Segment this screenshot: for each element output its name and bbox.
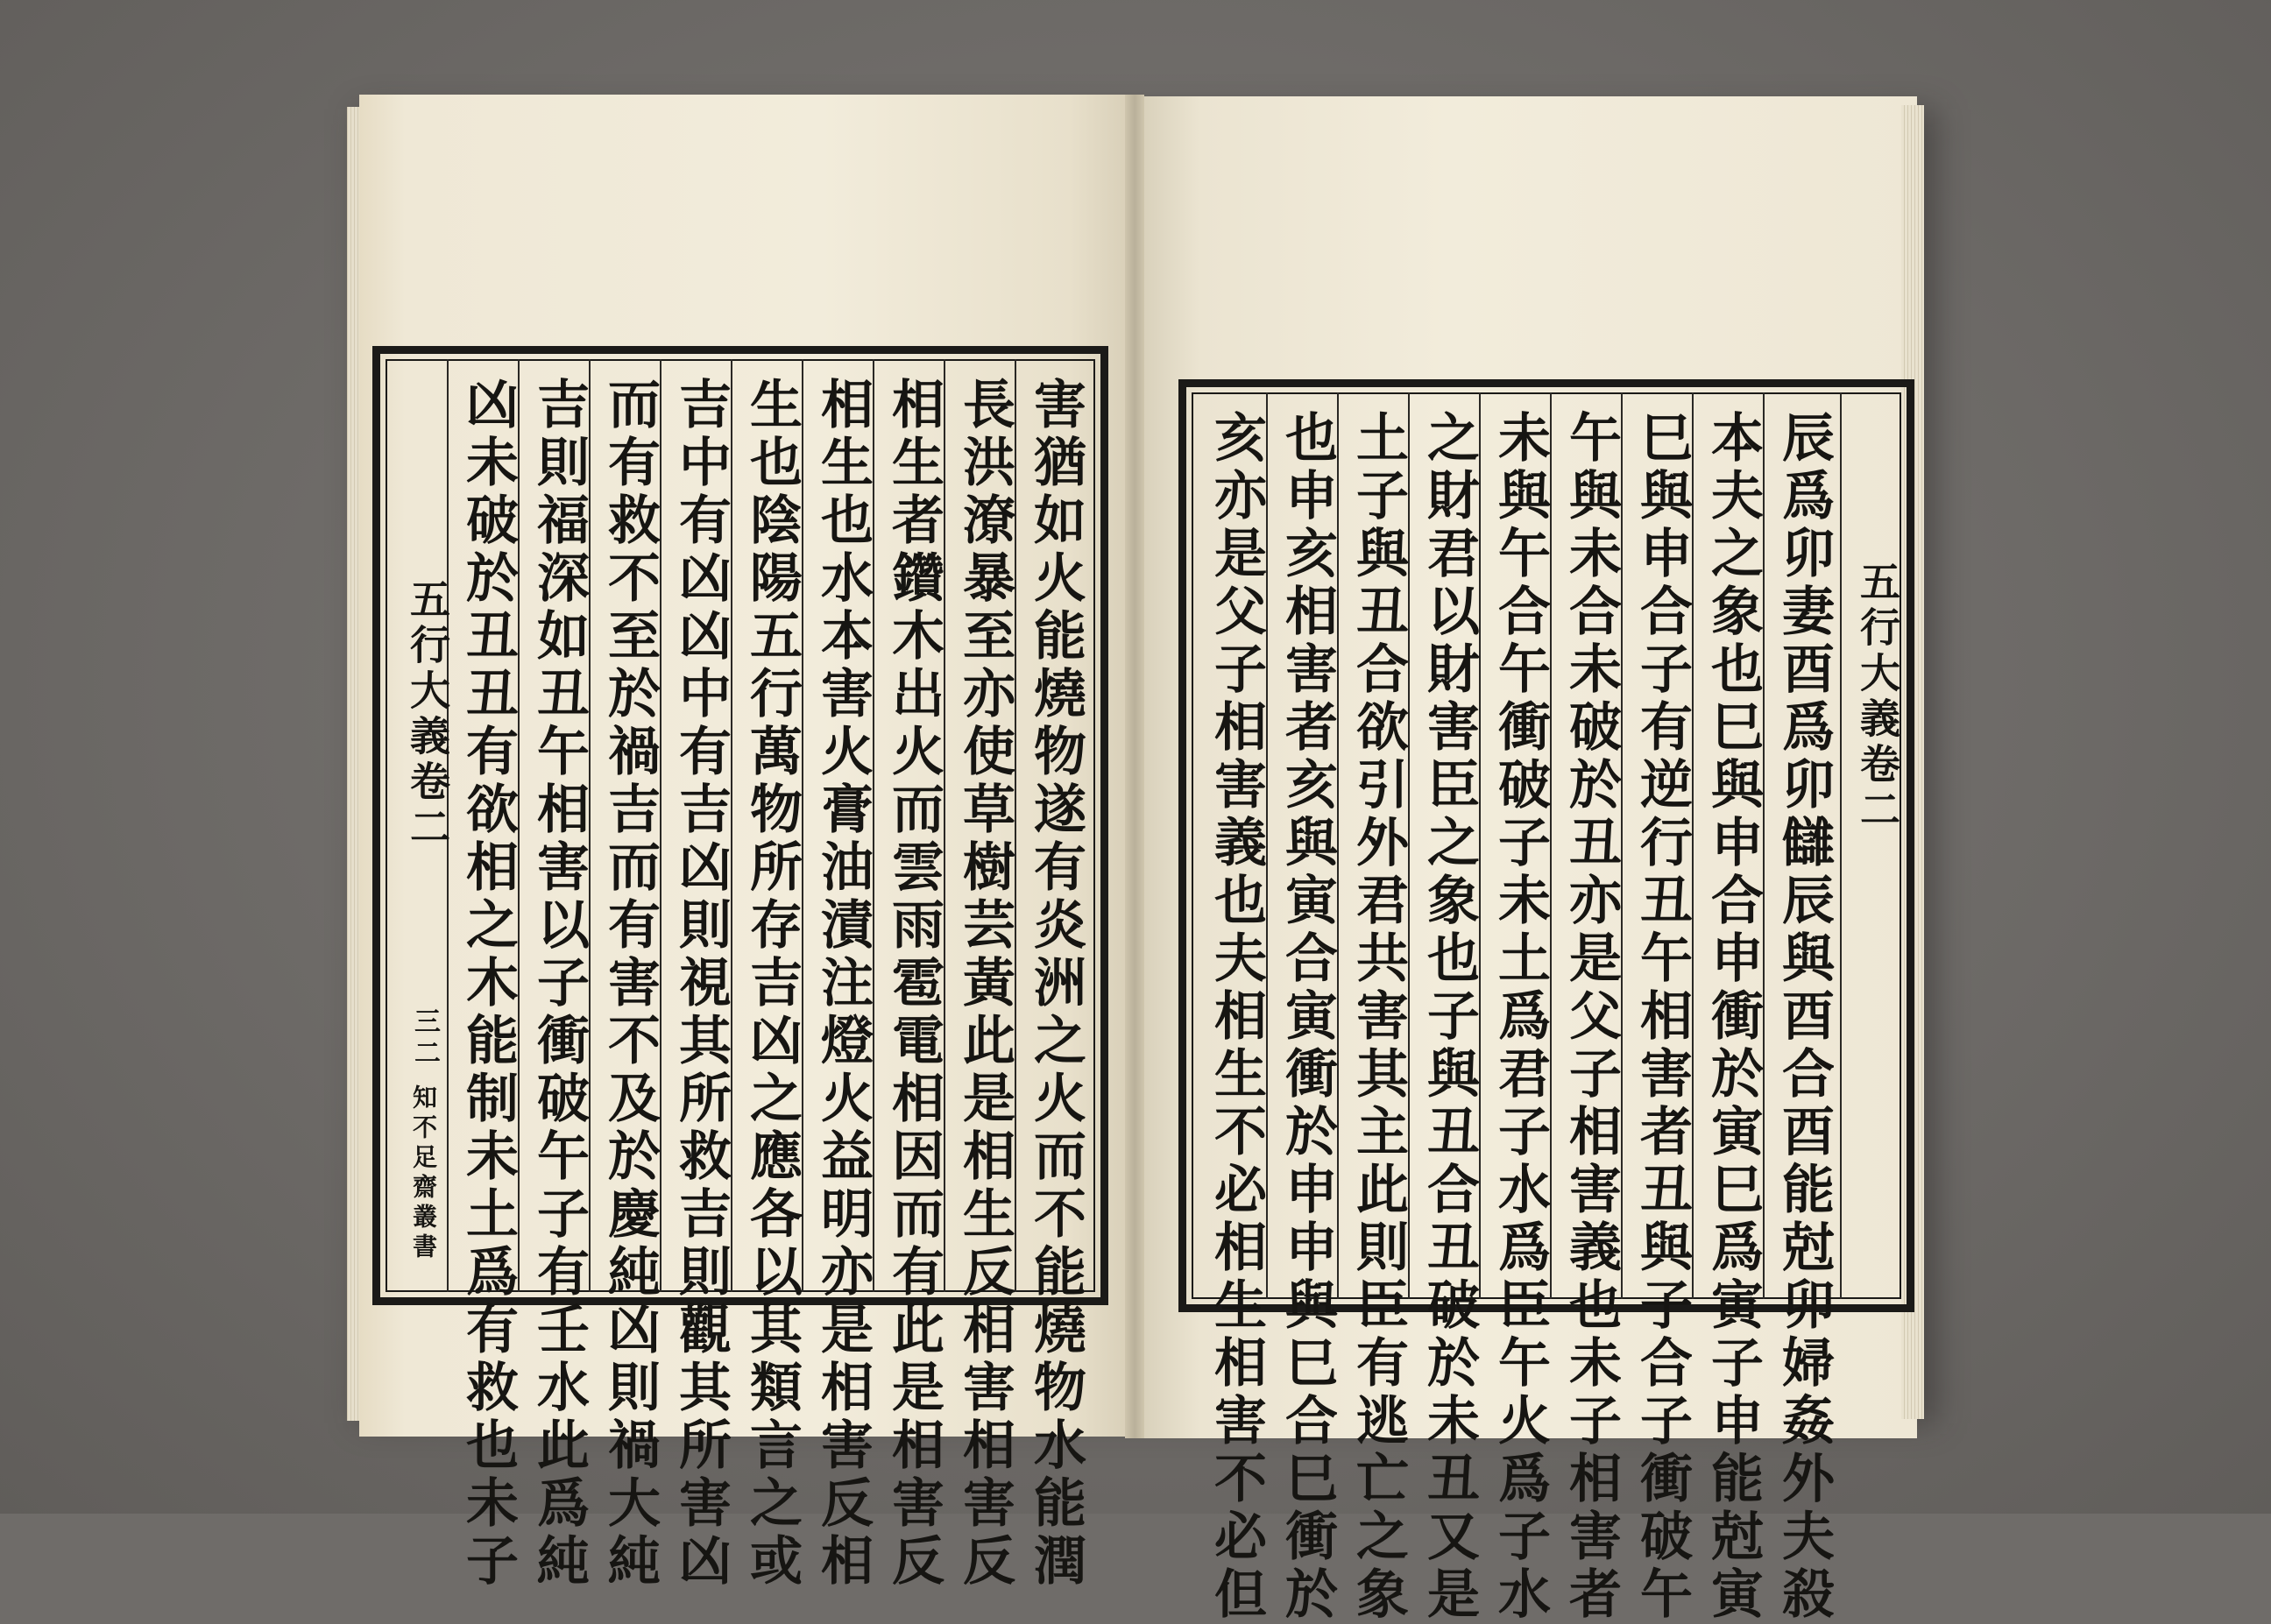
book-gutter: [1125, 95, 1144, 1438]
left-strip-imprint: 知不足齋叢書: [409, 1084, 438, 1263]
text-column: 相生也水本害火膏油漬注燈火益明亦是相害反相: [812, 377, 874, 1591]
left-strip-title: 五行大義卷二: [404, 578, 451, 851]
text-column: 長洪潦暴至亦使草樹芸黃此是相生反相害相害反: [954, 377, 1015, 1591]
text-column: 而有救不至於禍吉而有害不及於慶純凶則禍大純: [599, 377, 661, 1591]
text-column: 亥亦是父子相害義也夫相生不必相生相害不必但: [1206, 410, 1267, 1624]
text-column: 未與午合午衝破子未土爲君子水爲臣午火爲子水: [1489, 410, 1551, 1624]
right-strip-title: 五行大義卷二: [1854, 561, 1901, 834]
text-column: 相生者鑽木出火而雲雨雹電相因而有此是相害反: [883, 377, 944, 1591]
text-column: 土子與丑合欲引外君共害其主此則臣有逃亡之象: [1348, 410, 1409, 1624]
right-strip-rule: [1840, 392, 1842, 1299]
text-column: 辰爲卯妻酉爲卯讎辰與酉合酉能尅卯婦姦外夫殺: [1773, 410, 1835, 1624]
text-column: 也申亥相害者亥與寅合寅衝於申申與巳合巳衝於: [1277, 410, 1338, 1624]
text-column: 生也陰陽五行萬物所存吉凶之應各以其類言之或: [741, 377, 803, 1591]
text-column: 吉則福深如丑午相害以子衝破午子有壬水此爲純: [528, 377, 590, 1591]
text-column: 害猶如火能燒物遂有炎洲之火而不能燒物水能潤: [1025, 377, 1086, 1591]
text-column: 凶未破於丑丑有欲相之木能制未土爲有救也未子: [457, 377, 519, 1591]
text-column: 午與未合未破於丑亦是父子相害義也未子相害者: [1560, 410, 1622, 1624]
text-column: 之財君以財害臣之象也子與丑合丑破於未丑又是: [1418, 410, 1480, 1624]
text-column: 吉中有凶凶中有吉凶則視其所救吉則觀其所害凶: [670, 377, 732, 1591]
text-column: 本夫之象也巳與申合申衝於寅巳爲寅子申能尅寅: [1702, 410, 1764, 1624]
text-column: 巳與申合子有逆行丑午相害者丑與子合子衝破午: [1631, 410, 1693, 1624]
left-strip-page-number: 三二: [409, 1007, 440, 1070]
